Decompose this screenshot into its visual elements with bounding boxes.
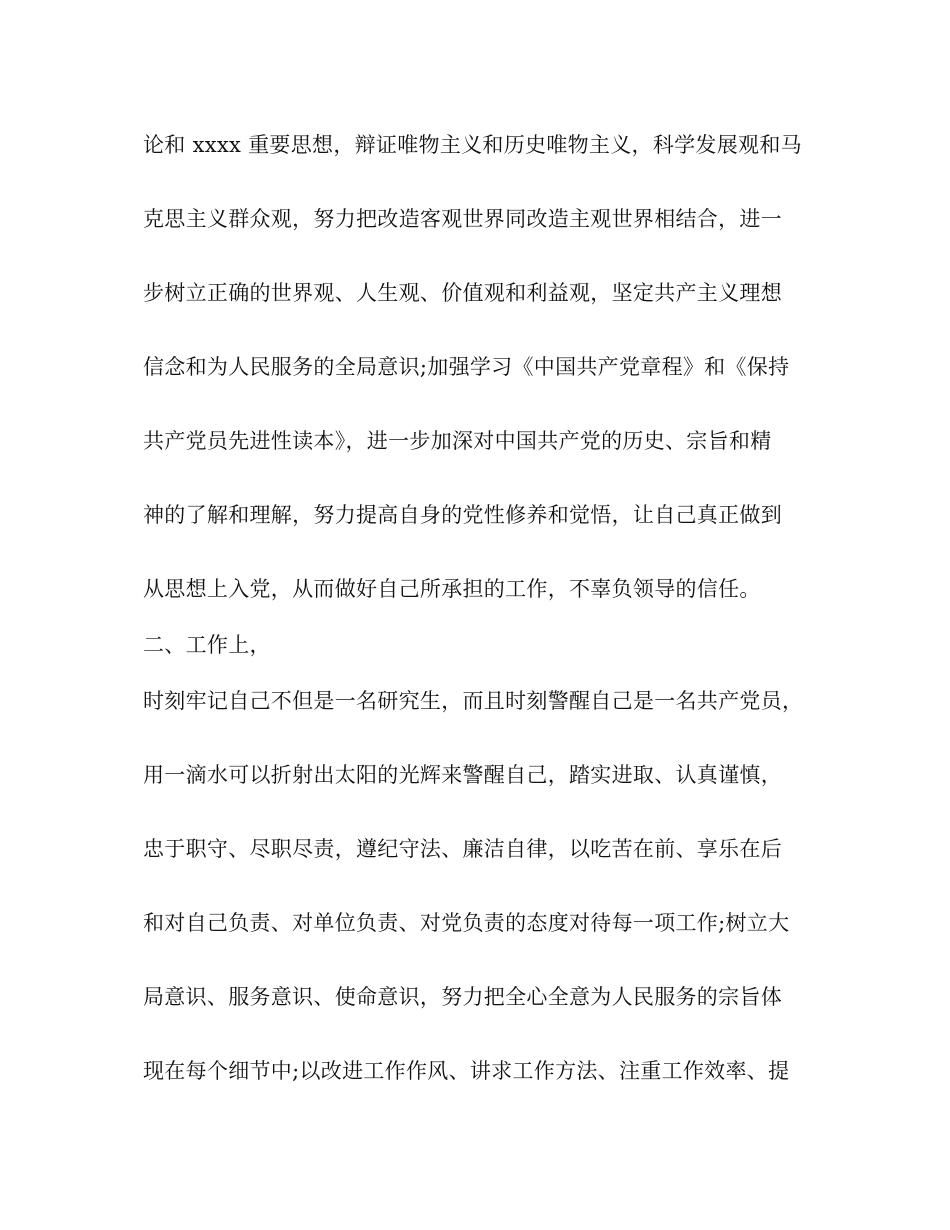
paragraph-line: 克思主义群众观，努力把改造客观世界同改造主观世界相结合，进一 bbox=[143, 207, 782, 231]
paragraph-line: 用一滴水可以折射出太阳的光辉来警醒自己，踏实进取、认真谨慎， bbox=[143, 763, 782, 787]
paragraph-line: 步树立正确的世界观、人生观、价值观和利益观，坚定共产主义理想 bbox=[143, 281, 782, 305]
paragraph-line: 时刻牢记自己不但是一名研究生，而且时刻警醒自己是一名共产党员， bbox=[143, 689, 804, 713]
paragraph-line: 局意识、服务意识、使命意识，努力把全心全意为人民服务的宗旨体 bbox=[143, 985, 782, 1009]
paragraph-line: 忠于职守、尽职尽责，遵纪守法、廉洁自律，以吃苦在前、享乐在后 bbox=[143, 837, 782, 861]
paragraph-line: 从思想上入党，从而做好自己所承担的工作，不辜负领导的信任。 bbox=[143, 577, 761, 601]
paragraph-line: 论和 xxxx 重要思想，辩证唯物主义和历史唯物主义，科学发展观和马 bbox=[143, 133, 802, 157]
paragraph-line: 和对自己负责、对单位负责、对党负责的态度对待每一项工作;树立大 bbox=[143, 911, 790, 935]
section-heading: 二、工作上， bbox=[143, 633, 271, 657]
paragraph-line: 信念和为人民服务的全局意识;加强学习《中国共产党章程》和《保持 bbox=[143, 355, 790, 379]
paragraph-line: 现在每个细节中;以改进工作作风、讲求工作方法、注重工作效率、提 bbox=[143, 1059, 790, 1083]
paragraph-line: 共产党员先进性读本》，进一步加深对中国共产党的历史、宗旨和精 bbox=[143, 429, 772, 453]
paragraph-line: 神的了解和理解，努力提高自身的党性修养和觉悟，让自己真正做到 bbox=[143, 503, 782, 527]
